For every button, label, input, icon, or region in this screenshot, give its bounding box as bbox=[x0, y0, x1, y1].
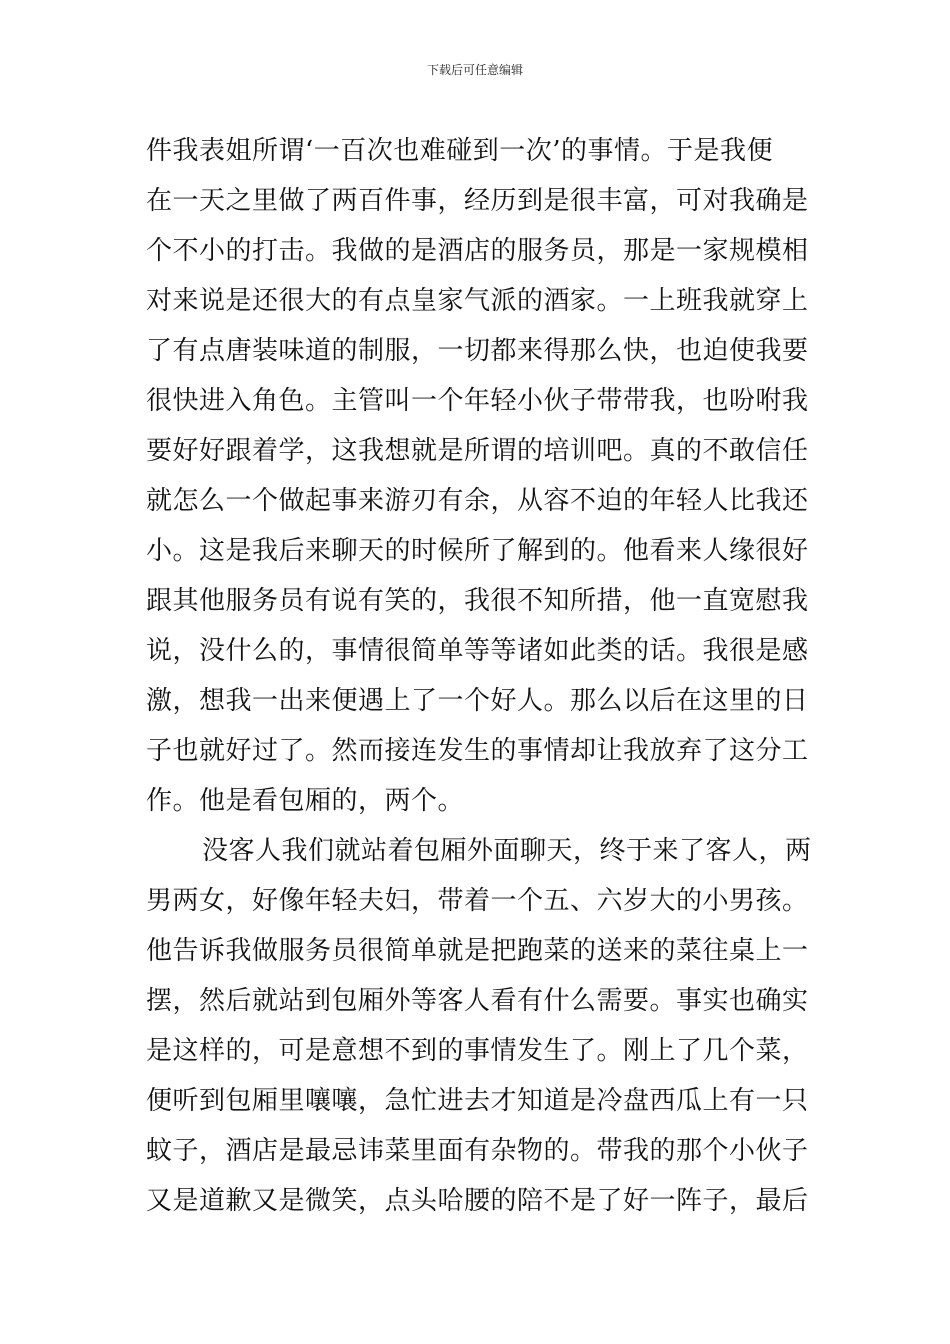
text-line: 又是道歉又是微笑，点头哈腰的陪不是了好一阵子，最后 bbox=[146, 1186, 809, 1216]
text-line: 子也就好过了。然而接连发生的事情却让我放弃了这分工 bbox=[146, 736, 809, 766]
text-line: 要好好跟着学，这我想就是所谓的培训吧。真的不敢信任 bbox=[146, 436, 809, 466]
text-line: 跟其他服务员有说有笑的，我很不知所措，他一直宽慰我 bbox=[146, 586, 809, 616]
text-line: 个不小的打击。我做的是酒店的服务员，那是一家规模相 bbox=[146, 236, 809, 266]
page-header-note: 下载后可任意编辑 bbox=[426, 63, 523, 77]
document-body bbox=[146, 126, 826, 1226]
text-line: 激，想我一出来便遇上了一个好人。那么以后在这里的日 bbox=[146, 686, 809, 716]
text-line: 小。这是我后来聊天的时候所了解到的。他看来人缘很好 bbox=[146, 536, 809, 566]
text-line: 摆，然后就站到包厢外等客人看有什么需要。事实也确实 bbox=[146, 986, 809, 1016]
text-line: 蚊子，酒店是最忌讳菜里面有杂物的。带我的那个小伙子 bbox=[146, 1136, 809, 1166]
text-line: 对来说是还很大的有点皇家气派的酒家。一上班我就穿上 bbox=[146, 286, 809, 316]
text-line: 件我表姐所谓‘一百次也难碰到一次’的事情。于是我便 bbox=[146, 136, 774, 166]
text-line: 很快进入角色。主管叫一个年轻小伙子带带我，也吩咐我 bbox=[146, 386, 809, 416]
text-line: 便听到包厢里嚷嚷，急忙进去才知道是冷盘西瓜上有一只 bbox=[146, 1086, 809, 1116]
text-line: 说，没什么的，事情很简单等等诸如此类的话。我很是感 bbox=[146, 636, 809, 666]
text-line: 了有点唐装味道的制服，一切都来得那么快，也迫使我要 bbox=[146, 336, 809, 366]
text-line: 作。他是看包厢的，两个。 bbox=[146, 786, 465, 816]
text-line: 在一天之里做了两百件事，经历到是很丰富，可对我确是 bbox=[146, 186, 809, 216]
text-line: 他告诉我做服务员很简单就是把跑菜的送来的菜往桌上一 bbox=[146, 936, 809, 966]
text-line: 就怎么一个做起事来游刃有余，从容不迫的年轻人比我还 bbox=[146, 486, 809, 516]
text-line: 是这样的，可是意想不到的事情发生了。刚上了几个菜， bbox=[146, 1036, 809, 1066]
text-line: 男两女，好像年轻夫妇，带着一个五、六岁大的小男孩。 bbox=[146, 886, 809, 916]
paragraph-first-line: 没客人我们就站着包厢外面聊天，终于来了客人，两 bbox=[202, 836, 812, 866]
